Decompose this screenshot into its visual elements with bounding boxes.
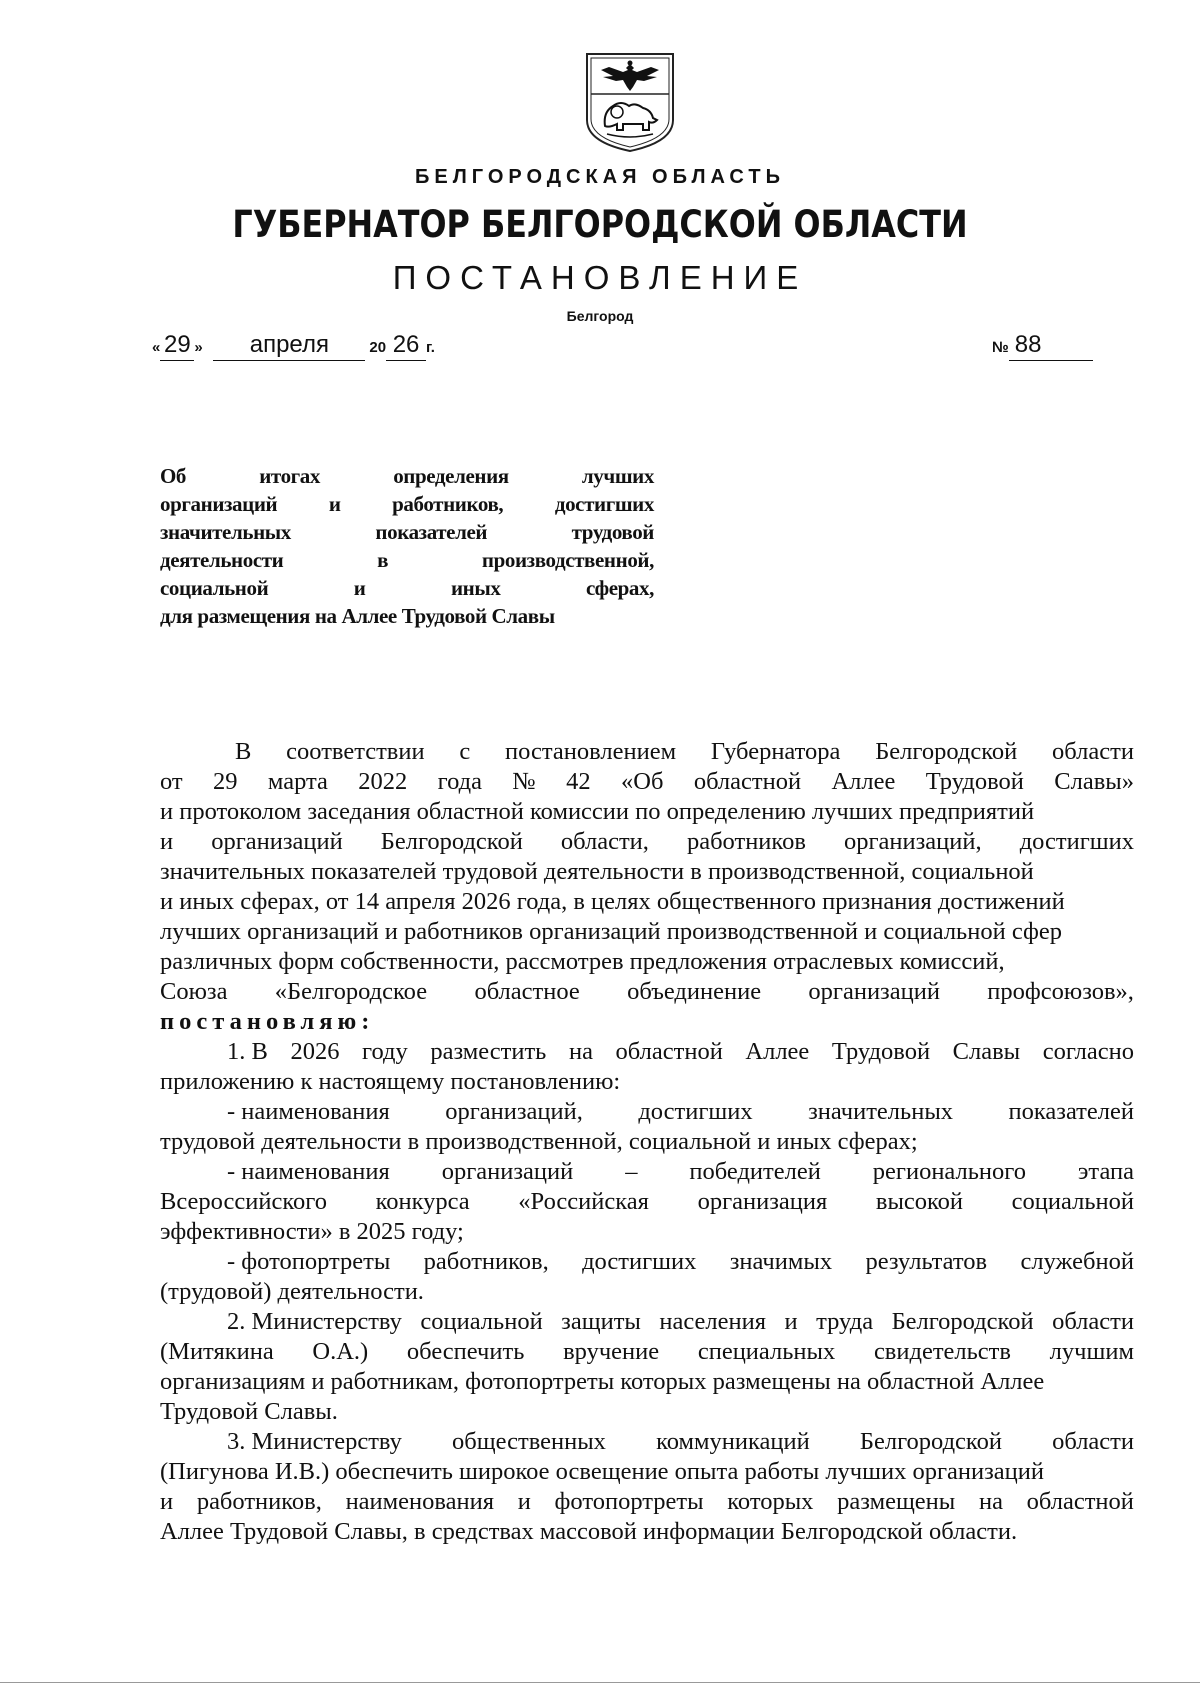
body-line [160, 1307, 1134, 1337]
body-word: области, [560, 828, 649, 855]
body-word: областной [693, 768, 802, 795]
document-type-title: ПОСТАНОВЛЕНИЕ [392, 259, 808, 296]
body-word: области [1052, 1308, 1134, 1335]
subject-word: производственной, [481, 548, 654, 572]
body-line [160, 827, 1134, 857]
body-word: «Белгородское [274, 978, 428, 1005]
body-word: областной [615, 1038, 723, 1065]
body-word: и [160, 1488, 174, 1515]
body-line: значительных показателей трудовой деятельности в производственной, социальной [160, 858, 1034, 885]
body-line [160, 737, 1134, 767]
subject-line [160, 602, 654, 630]
body-word: О.А.) [312, 1338, 369, 1365]
body-word: соответствии [286, 738, 425, 765]
body-word: 2026 [290, 1038, 340, 1065]
body-word: областное [474, 978, 580, 1005]
body-word: – [625, 1158, 638, 1185]
coat-of-arms-emblem [583, 50, 677, 154]
body-word: области [1052, 738, 1134, 765]
body-line: и протоколом заседания областной комиссии по определению лучших предприятий [160, 798, 1035, 825]
body-word: достигших [582, 1248, 697, 1275]
date-year: 26 [386, 330, 426, 361]
body-line: Трудовой Славы. [160, 1398, 338, 1425]
body-line: (трудовой) деятельности. [160, 1278, 424, 1305]
body-word: В [235, 738, 252, 765]
body-word: профсоюзов», [987, 978, 1134, 1005]
body-line: (Пигунова И.В.) обеспечить широкое освещение опыта работы лучших организаций [160, 1458, 1044, 1485]
body-word: свидетельств [873, 1338, 1011, 1365]
body-word: значимых [729, 1248, 833, 1275]
subject-word: и [353, 576, 366, 600]
body-line: организациям и работникам, фотопортреты которых размещены на областной Аллее [160, 1368, 1045, 1395]
body-word: марта [267, 768, 328, 795]
body-word: которых [727, 1488, 814, 1515]
subject-word: достигших [554, 492, 654, 516]
date-line: « 29 » апреля 20 26 г. [152, 330, 435, 360]
body-word: социальной [1011, 1188, 1134, 1215]
date-day: 29 [160, 330, 194, 361]
body-word: году [362, 1038, 408, 1065]
body-word: и [160, 828, 174, 855]
body-word: 3. Министерству [227, 1428, 402, 1455]
body-word: служебной [1020, 1248, 1134, 1275]
body-word: Всероссийского [160, 1188, 327, 1215]
body-word: организаций [441, 1158, 574, 1185]
body-word: организаций, [445, 1098, 583, 1125]
body-word: 2022 [358, 768, 408, 795]
body-line: эффективности» в 2025 году; [160, 1218, 464, 1245]
body-word: достигших [638, 1098, 753, 1125]
subject-word: показателей [375, 520, 488, 544]
body-word: населения [659, 1308, 766, 1335]
subject-line [160, 518, 654, 546]
date-month: апреля [213, 330, 365, 361]
body-word: и [784, 1308, 798, 1335]
body-word: объединение [627, 978, 762, 1005]
body-word: «Российская [518, 1188, 649, 1215]
body-word: организация [697, 1188, 828, 1215]
body-word: разместить [430, 1038, 547, 1065]
body-line: Аллее Трудовой Славы, в средствах массовой информации Белгородской области. [160, 1518, 1018, 1545]
document-number: № 88 [992, 330, 1093, 360]
body-word: регионального [872, 1158, 1026, 1185]
body-line [160, 1427, 1134, 1457]
subject-word: трудовой [571, 520, 654, 544]
body-word: специальных [697, 1338, 836, 1365]
authority-title: ГУБЕРНАТОР БЕЛГОРОДСКОЙ ОБЛАСТИ [232, 203, 968, 246]
body-word: - наименования [227, 1098, 390, 1125]
subject-line [160, 574, 654, 602]
body-line: трудовой деятельности в производственной, социальной и иных сферах; [160, 1128, 918, 1155]
body-word: организаций [808, 978, 940, 1005]
document-body [160, 737, 1134, 1547]
body-word: конкурса [375, 1188, 470, 1215]
body-word: Аллее [745, 1038, 810, 1065]
document-subject [160, 462, 654, 630]
body-word: этапа [1077, 1158, 1134, 1185]
body-word: 29 [213, 768, 238, 795]
body-line [160, 1187, 1134, 1217]
subject-line [160, 490, 654, 518]
body-word: «Об [621, 768, 664, 795]
body-word: организаций [211, 828, 343, 855]
document-number-value: 88 [1009, 330, 1093, 361]
subject-word: и [328, 492, 341, 516]
subject-word: значительных [160, 520, 291, 544]
body-word: Белгородской [859, 1428, 1002, 1455]
subject-word: работников, [392, 492, 504, 516]
body-word: коммуникаций [656, 1428, 810, 1455]
subject-word: итогах [259, 464, 321, 488]
body-word: - фотопортреты [227, 1248, 391, 1275]
subject-line [160, 462, 654, 490]
body-word: согласно [1042, 1038, 1134, 1065]
body-word: общественных [452, 1428, 606, 1455]
body-word: 42 [566, 768, 591, 795]
body-word: области [1052, 1428, 1134, 1455]
body-word: Губернатора [710, 738, 841, 765]
body-word: победителей [689, 1158, 821, 1185]
body-word: вручение [563, 1338, 660, 1365]
body-word: Белгородской [380, 828, 523, 855]
body-line [160, 1247, 1134, 1277]
body-word: организаций, [843, 828, 982, 855]
subject-word: лучших [581, 464, 654, 488]
body-line [160, 767, 1134, 797]
body-word: (Митякина [160, 1338, 274, 1365]
region-title: БЕЛГОРОДСКАЯ ОБЛАСТЬ [415, 166, 785, 188]
body-word: результатов [865, 1248, 988, 1275]
subject-word: в [377, 548, 389, 572]
body-word: наименования [345, 1488, 495, 1515]
body-word: лучшим [1049, 1338, 1134, 1365]
body-line [160, 1487, 1134, 1517]
subject-word: деятельности [160, 548, 284, 572]
body-word: фотопортреты [554, 1488, 704, 1515]
body-word: работников [686, 828, 806, 855]
body-word: работников, [423, 1248, 549, 1275]
body-word: значительных [808, 1098, 954, 1125]
subject-word: определения [393, 464, 509, 488]
body-line [160, 1337, 1134, 1367]
page-bottom-edge [0, 1682, 1200, 1683]
body-word: от [160, 768, 183, 795]
body-line: и иных сферах, от 14 апреля 2026 года, в целях общественного признания достижений [160, 888, 1065, 915]
subject-word: иных [450, 576, 501, 600]
body-line [160, 1097, 1134, 1127]
body-word: Аллее [831, 768, 896, 795]
body-line: лучших организаций и работников организаций производственной и социальной сфер [160, 918, 1062, 945]
resolve-word: постановляю: [160, 1008, 375, 1035]
body-word: - наименования [227, 1158, 390, 1185]
city-label: Белгород [566, 308, 634, 324]
body-line [160, 977, 1134, 1007]
body-word: защиты [561, 1308, 641, 1335]
body-word: и [517, 1488, 531, 1515]
body-word: Белгородской [875, 738, 1018, 765]
body-line [160, 1037, 1134, 1067]
body-word: показателей [1008, 1098, 1134, 1125]
body-word: труда [816, 1308, 874, 1335]
body-word: обеспечить [406, 1338, 525, 1365]
body-word: высокой [875, 1188, 964, 1215]
body-word: года [437, 768, 482, 795]
subject-word: социальной [160, 576, 269, 600]
body-line: различных форм собственности, рассмотрев предложения отраслевых комиссий, [160, 948, 1005, 975]
body-word: областной [1026, 1488, 1134, 1515]
body-word: Белгородской [891, 1308, 1034, 1335]
body-line: приложению к настоящему постановлению: [160, 1068, 621, 1095]
subject-word: сферах, [585, 576, 654, 600]
body-word: Славы» [1054, 768, 1134, 795]
body-word: на [978, 1488, 1003, 1515]
subject-word: для размещения на Аллее Трудовой Славы [160, 604, 555, 628]
body-word: с [459, 738, 471, 765]
body-word: работников, [196, 1488, 322, 1515]
body-word: № [512, 768, 536, 795]
subject-word: организаций [160, 492, 278, 516]
body-word: достигших [1019, 828, 1134, 855]
subject-word: Об [160, 464, 187, 488]
body-word: Трудовой [831, 1038, 931, 1065]
body-line [160, 1157, 1134, 1187]
body-word: на [568, 1038, 593, 1065]
body-word: Трудовой [925, 768, 1024, 795]
body-word: размещены [837, 1488, 956, 1515]
body-word: постановлением [505, 738, 677, 765]
body-word: социальной [420, 1308, 543, 1335]
subject-line [160, 546, 654, 574]
body-word: 1. В [227, 1038, 268, 1065]
body-word: Союза [160, 978, 228, 1005]
body-word: 2. Министерству [227, 1308, 402, 1335]
body-word: Славы [952, 1038, 1021, 1065]
